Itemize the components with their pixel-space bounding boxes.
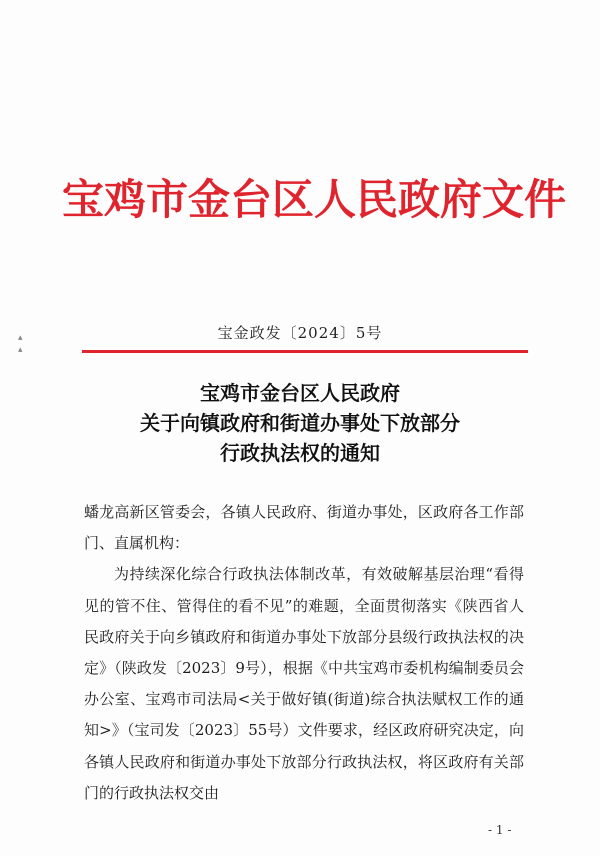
scan-margin-mark: ▴ bbox=[18, 345, 23, 355]
document-masthead: 宝鸡市金台区人民政府文件 bbox=[62, 175, 567, 224]
document-body bbox=[84, 497, 524, 809]
title-line-2: 关于向镇政府和街道办事处下放部分 bbox=[140, 411, 460, 435]
title-line-3: 行政执法权的通知 bbox=[220, 441, 380, 465]
page-number: - 1 - bbox=[488, 823, 512, 837]
red-divider-line bbox=[82, 350, 528, 353]
title-line-1: 宝鸡市金台区人民政府 bbox=[200, 381, 400, 405]
document-title bbox=[0, 378, 600, 468]
document-number: 宝金政发〔2024〕5号 bbox=[217, 324, 383, 342]
addressee-paragraph: 蟠龙高新区管委会，各镇人民政府、街道办事处，区政府各工作部门、直属机构： bbox=[84, 503, 524, 553]
body-paragraph-1: 为持续深化综合行政执法体制改革，有效破解基层治理“看得见的管不住、管得住的看不见”的难题，全面贯彻落实《陕西省人民政府关于向乡镇政府和街道办事处下放部分县级行政执法权的决定》（陕政发〔2023〕9号），根据《中共宝鸡市委机构编制委员会办公室、宝鸡市司法局<关于做好镇(街道)综合执法赋权工作的通知>》（宝司发〔2023〕55号）文件要求，经区政府研究决定，向各镇人民政府和街道办事处下放部分行政执法权，将区政府有关部门的行政执法权交由 bbox=[84, 565, 524, 802]
scan-margin-mark: ▴ bbox=[18, 333, 23, 343]
